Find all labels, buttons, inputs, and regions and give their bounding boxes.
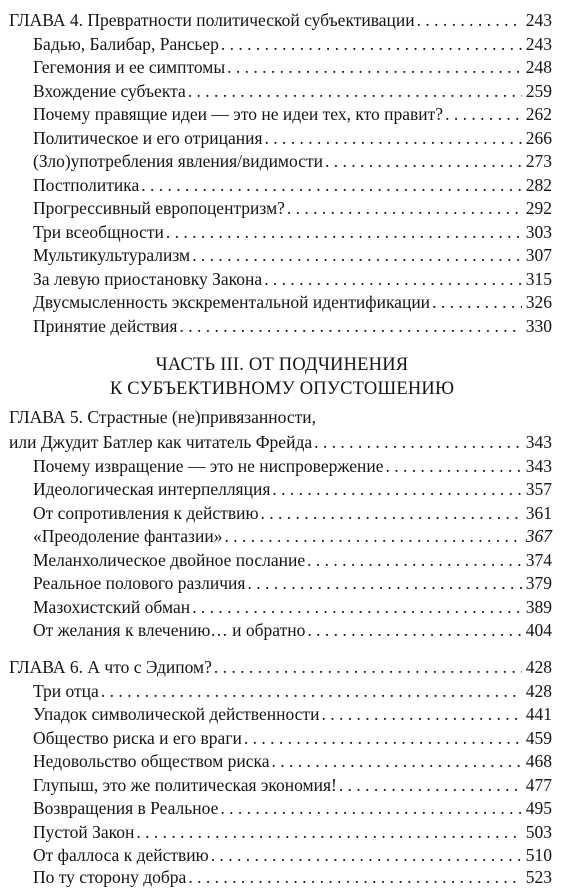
page-number: 315: [525, 268, 552, 289]
entry-title: От фаллоса к действию: [33, 845, 209, 865]
entry-title: Постполитика: [33, 174, 140, 195]
entry-title: По ту сторону добра: [33, 867, 187, 887]
chapter-5-title-line-1: ГЛАВА 5. Страстные (не)привязанности,: [9, 407, 316, 427]
toc-entry: [33, 680, 552, 702]
entry-title: Прогрессивный европоцентризм?: [33, 198, 285, 218]
dot-leader: [224, 525, 521, 547]
dot-leader: [272, 750, 522, 772]
page-number: 357: [525, 479, 552, 499]
entry-title: Вхождение субъекта: [33, 80, 186, 101]
page-number: 292: [525, 198, 552, 218]
page-number: 343: [525, 432, 552, 452]
entry-title: Пустой Закон: [33, 821, 135, 842]
dot-leader: [307, 549, 522, 571]
toc-entry: [33, 291, 552, 313]
entry-title: Почему извращение — это не ниспровержение: [33, 455, 384, 476]
page-number: 273: [525, 151, 552, 171]
toc-entry: [33, 150, 552, 172]
toc-entry: [33, 56, 552, 78]
toc-entry: [33, 797, 552, 819]
entry-title: Мультикультурализм: [33, 245, 191, 265]
entry-title: Глупыш, это же политическая экономия!: [33, 774, 337, 795]
dot-leader: [247, 572, 521, 594]
page-number: 374: [525, 549, 552, 570]
page-number: 468: [525, 751, 552, 771]
page-number: 307: [525, 245, 552, 265]
dot-leader: [188, 80, 522, 102]
entry-title: Двусмысленность экскрементальной идентификации: [33, 292, 431, 312]
page-number: 303: [525, 221, 552, 242]
page-number: 428: [525, 657, 552, 677]
dot-leader: [261, 502, 522, 524]
page-number: 262: [525, 104, 552, 124]
entry-title: Недовольство обществом риска: [33, 751, 270, 771]
entry-title: Три отца: [33, 680, 99, 701]
dot-leader: [227, 56, 522, 78]
entry-title: Реальное полового различия: [33, 573, 246, 593]
page-number: 428: [525, 680, 552, 701]
page-number: 495: [525, 798, 552, 818]
toc-entry: [33, 502, 552, 524]
chapter-title: ГЛАВА 6. А что с Эдипом?: [9, 657, 212, 677]
entry-title: От сопротивления к действию: [33, 502, 259, 523]
page-number: 282: [525, 174, 552, 195]
dot-leader: [101, 680, 522, 702]
page-number: 243: [525, 10, 552, 30]
dot-leader: [136, 821, 521, 843]
page-number: 389: [525, 596, 552, 617]
entry-title: Упадок символической действенности: [33, 704, 320, 724]
page-number: 404: [525, 620, 552, 640]
dot-leader: [314, 431, 522, 453]
toc-entry: [33, 774, 552, 796]
page-number: 503: [525, 821, 552, 842]
dot-leader: [179, 315, 521, 337]
toc-entry: [33, 821, 552, 843]
chapter-4-heading: [9, 9, 552, 31]
dot-leader: [385, 455, 521, 477]
page-number: 259: [525, 80, 552, 101]
toc-entry: [33, 619, 552, 641]
page-number: 266: [525, 127, 552, 148]
entry-title: Общество риска и его враги: [33, 727, 242, 748]
entry-title: От желания к влечению… и обратно: [33, 620, 306, 640]
entry-title: Почему правящие идеи — это не идеи тех, кто правит?: [33, 104, 444, 124]
part-3-heading-line-1: ЧАСТЬ III. ОТ ПОДЧИНЕНИЯ: [155, 355, 409, 375]
toc-entry: [33, 572, 552, 594]
toc-entry: [33, 80, 552, 102]
dot-leader: [141, 174, 522, 196]
dot-leader: [307, 619, 521, 641]
dot-leader: [221, 33, 522, 55]
dot-leader: [166, 221, 522, 243]
entry-title: Идеологическая интерпелляция: [33, 479, 271, 499]
toc-entry: [33, 750, 552, 772]
dot-leader: [214, 656, 522, 678]
page-number: 248: [525, 57, 552, 77]
chapter-title: или Джудит Батлер как читатель Фрейда: [9, 432, 313, 452]
dot-leader: [339, 774, 522, 796]
page-number: 330: [525, 315, 552, 336]
toc-entry: [33, 221, 552, 243]
page-number: 477: [525, 774, 552, 795]
dot-leader: [188, 866, 521, 888]
page-number: 243: [525, 33, 552, 54]
toc-entry: [33, 244, 552, 266]
dot-leader: [432, 291, 522, 313]
dot-leader: [321, 703, 521, 725]
chapter-5-heading: [9, 431, 552, 453]
entry-title: «Преодоление фантазии»: [33, 526, 223, 546]
page-number: 361: [525, 502, 552, 523]
entry-title: Политическое и его отрицания: [33, 127, 263, 148]
toc-entry: [33, 127, 552, 149]
toc-entry: [33, 525, 552, 547]
page-number: 523: [525, 867, 552, 887]
toc-entry: [33, 315, 552, 337]
toc-entry: [33, 596, 552, 618]
page-number: 441: [525, 704, 552, 724]
page-number: 379: [525, 573, 552, 593]
dot-leader: [264, 268, 522, 290]
entry-title: Три всеобщности: [33, 221, 164, 242]
toc-entry: [33, 174, 552, 196]
part-3-heading-line-2: К СУБЪЕКТИВНОМУ ОПУСТОШЕНИЮ: [109, 379, 455, 399]
toc-entry: [33, 703, 552, 725]
toc-entry: [33, 197, 552, 219]
page-number: 367: [525, 526, 552, 546]
entry-title: Возвращения в Реальное: [33, 798, 219, 818]
chapter-6-heading: [9, 656, 552, 678]
dot-leader: [211, 844, 522, 866]
dot-leader: [192, 596, 522, 618]
dot-leader: [272, 478, 521, 500]
entry-title: За левую приостановку Закона: [33, 268, 263, 289]
toc-entry: [33, 549, 552, 571]
toc-entry: [33, 33, 552, 55]
toc-entry: [33, 103, 552, 125]
toc-entry: [33, 455, 552, 477]
dot-leader: [244, 727, 522, 749]
dot-leader: [445, 103, 522, 125]
page-number: 343: [525, 455, 552, 476]
entry-title: Принятие действия: [33, 315, 178, 336]
dot-leader: [417, 9, 522, 31]
toc-entry: [33, 866, 552, 888]
entry-title: Мазохистский обман: [33, 596, 191, 617]
toc-entry: [33, 478, 552, 500]
page-number: 510: [525, 845, 552, 865]
entry-title: (Зло)употребления явления/видимости: [33, 151, 323, 171]
toc-entry: [33, 268, 552, 290]
entry-title: Гегемония и ее симптомы: [33, 57, 226, 77]
dot-leader: [287, 197, 522, 219]
dot-leader: [220, 797, 521, 819]
entry-title: Бадью, Балибар, Рансьер: [33, 33, 219, 54]
dot-leader: [265, 127, 522, 149]
entry-title: Меланхолическое двойное послание: [33, 549, 306, 570]
page-number: 326: [525, 292, 552, 312]
toc-entry: [33, 844, 552, 866]
toc-entry: [33, 727, 552, 749]
page-number: 459: [525, 727, 552, 748]
chapter-title: ГЛАВА 4. Превратности политической субъективации: [9, 10, 415, 30]
dot-leader: [325, 150, 522, 172]
dot-leader: [192, 244, 522, 266]
